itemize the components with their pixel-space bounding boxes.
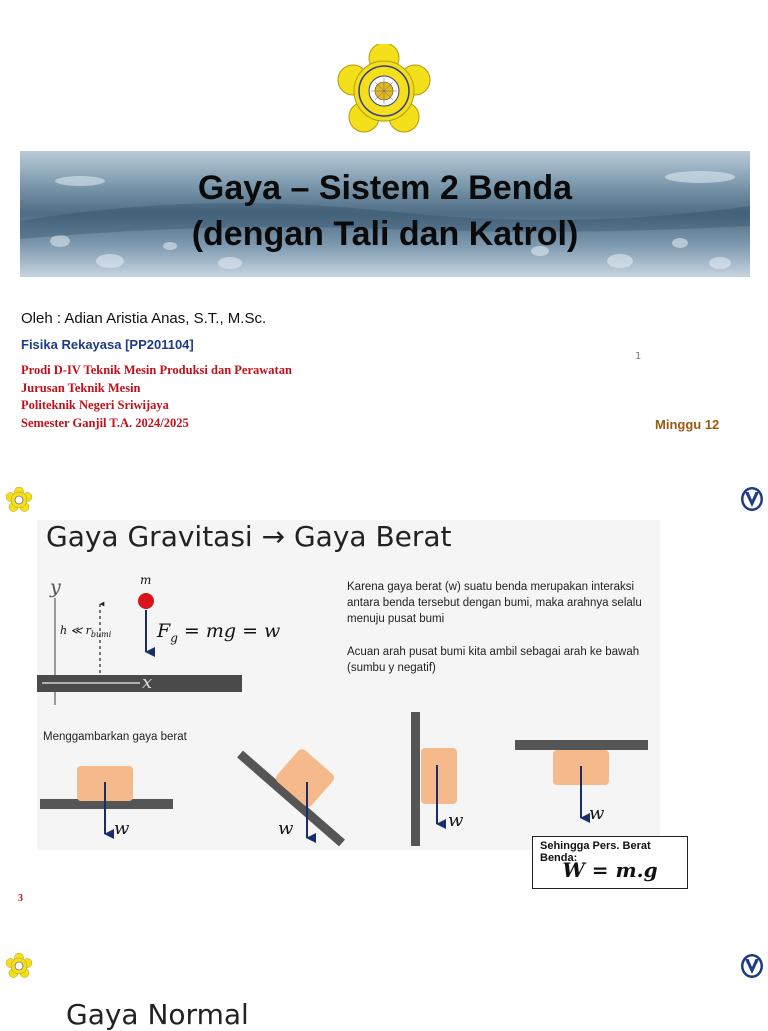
w-label-1: w	[114, 818, 130, 839]
dept-line: Jurusan Teknik Mesin	[21, 380, 141, 395]
mass-label: m	[140, 573, 152, 587]
y-axis-label: y	[50, 576, 61, 598]
polsri-logo	[337, 44, 431, 138]
university-v-logo	[739, 953, 765, 979]
course-code: Fisika Rekayasa [PP201104]	[21, 337, 194, 352]
wall-3	[411, 712, 420, 846]
page-number: 3	[18, 893, 23, 904]
force-equation	[157, 620, 280, 645]
height-label	[60, 624, 111, 639]
block-3	[421, 748, 457, 804]
height-text: h ≪ r	[60, 624, 91, 637]
title-line-1: Gaya – Sistem 2 Benda	[197, 169, 573, 207]
author-text: Oleh : Adian Aristia Anas, S.T., M.Sc.	[21, 310, 267, 327]
force-sub: g	[170, 630, 178, 645]
slide-title: Gaya Normal	[66, 998, 249, 1031]
weight-caption: Sehingga Pers. Berat Benda:	[540, 840, 651, 864]
explanation-text-1: Karena gaya berat (w) suatu benda merupakan interaksi antara benda tersebut dengan bumi, maka arahnya selalu menuju pusat bumi	[347, 581, 642, 625]
dept-line: Prodi D-IV Teknik Mesin Produksi dan Perawatan	[21, 363, 292, 377]
mass-ball	[138, 593, 154, 609]
polsri-small-logo	[6, 953, 32, 979]
polsri-small-logo	[6, 487, 32, 513]
w-label-2: w	[278, 818, 294, 839]
weight-equation: W = m.g	[562, 858, 658, 882]
force-symbol: F	[157, 620, 171, 642]
w-label-3: w	[448, 810, 464, 831]
week-label: Minggu 12	[655, 417, 720, 432]
title-banner	[20, 151, 750, 277]
describe-heading: Menggambarkan gaya berat	[43, 731, 187, 743]
x-axis-label: x	[142, 672, 153, 693]
university-v-logo	[739, 486, 765, 512]
slide-title: Gaya Gravitasi → Gaya Berat	[46, 520, 452, 553]
explanation-text-2: Acuan arah pusat bumi kita ambil sebagai arah ke bawah (sumbu y negatif)	[347, 646, 640, 674]
height-sub: bumi	[90, 630, 112, 640]
page-number: 1	[635, 351, 642, 362]
dept-line: Semester Ganjil T.A. 2024/2025	[21, 415, 189, 430]
weight-equation-box	[532, 836, 688, 889]
force-rhs: = mg = w	[183, 620, 281, 642]
block-2	[274, 747, 336, 809]
w-label-4: w	[589, 803, 605, 824]
title-line-2: (dengan Tali dan Katrol)	[191, 215, 579, 253]
department-block	[21, 362, 292, 432]
ceiling-4	[515, 740, 648, 750]
dept-line: Politeknik Negeri Sriwijaya	[21, 398, 169, 412]
